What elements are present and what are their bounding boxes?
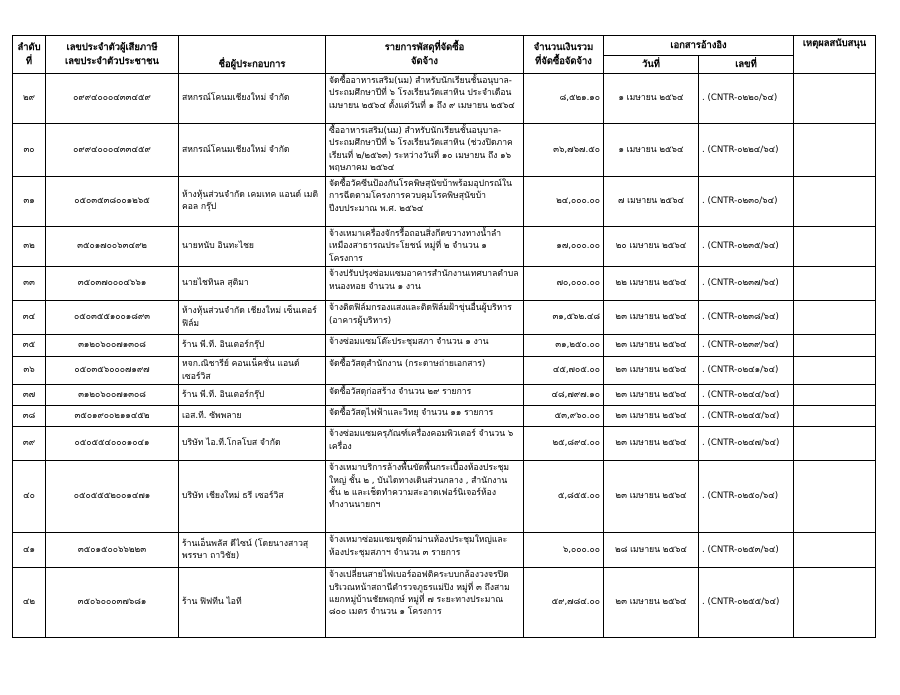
row-vendor: ร้าน พี.ที. อินเตอร์กรุ๊ป	[179, 335, 326, 357]
row-description: จ้างปรับปรุงซ่อมแซมอาคารสำนักงานเทศบาลตำบลหนองหอย จำนวน ๑ งาน	[326, 267, 524, 301]
row-doc-no: . (CNTR-๐๒๓๘/๖๔)	[699, 301, 794, 335]
row-amount: ๓๖,๗๖๗.๕๐	[524, 124, 604, 177]
table-row	[13, 461, 876, 533]
row-taxid: ๓๕๐๑๕๐๐๖๖๒๒๓	[46, 533, 179, 568]
row-description: จ้างซ่อมแซมครุภัณฑ์เครื่องคอมพิวเตอร์ จำนวน ๖ เครื่อง	[326, 427, 524, 461]
header-date: วันที่	[604, 56, 699, 74]
row-date: ๒๘ เมษายน ๒๕๖๔	[604, 533, 699, 568]
row-no: ๔๒	[13, 568, 46, 638]
table-row	[13, 427, 876, 461]
row-taxid: ๓๑๒๐๖๐๐๗๑๓๐๘	[46, 385, 179, 406]
row-amount: ๒๔,๐๐๐.๐๐	[524, 176, 604, 226]
header-doc-no: เลขที่	[699, 56, 794, 74]
table-row	[13, 357, 876, 385]
row-vendor: สหกรณ์โคนมเชียงใหม่ จำกัด	[179, 74, 326, 124]
row-doc-no: . (CNTR-๐๒๔๑/๖๔)	[699, 357, 794, 385]
row-date: ๒๓ เมษายน ๒๕๖๔	[604, 461, 699, 533]
row-description: จ้างเหมาบริการล้างพื้นขัดพื้นกระเบื้องห้องประชุมใหญ่ ชั้น ๒ , บันไดทางเดินส่วนกลาง , สำนักงาน ชั้น ๒ และเช็ดทำความสะอาดเฟอร์นิเจอร์ห้องทำงานนายกฯ	[326, 461, 524, 533]
row-description: ซื้ออาหารเสริม(นม) สำหรับนักเรียนชั้นอนุบาล-ประถมศึกษาปีที่ ๖ โรงเรียนวัดเสาหิน (ช่วงปิดภาคเรียนที่ ๒/๒๕๖๓) ระหว่างวันที่ ๑๐ เมษายน ถึง ๑๖ พฤษภาคม ๒๕๖๔	[326, 124, 524, 177]
row-no: ๒๙	[13, 74, 46, 124]
row-reason	[794, 267, 876, 301]
row-vendor: ร้าน ฟิฟทีน ไอที	[179, 568, 326, 638]
row-doc-no: . (CNTR-๐๒๔๕/๖๔)	[699, 406, 794, 427]
row-vendor: บริษัท ไอ.ที.โกลโบส จำกัด	[179, 427, 326, 461]
row-reason	[794, 533, 876, 568]
header-taxid: เลขประจำตัวผู้เสียภาษี เลขประจำตัวประชาชน	[46, 36, 179, 74]
row-vendor: ร้าน พี.ที. อินเตอร์กรุ๊ป	[179, 385, 326, 406]
table-row	[13, 124, 876, 177]
row-date: ๒๐ เมษายน ๒๕๖๔	[604, 226, 699, 266]
row-description: จัดซื้อวัสดุสำนักงาน (กระดาษถ่ายเอกสาร)	[326, 357, 524, 385]
row-description: จัดซื้ออาหารเสริม(นม) สำหรับนักเรียนชั้นอนุบาล-ประถมศึกษาปีที่ ๖ โรงเรียนวัดเสาหิน ประจำเดือนเมษายน ๒๕๖๔ ตั้งแต่วันที่ ๑ ถึง ๙ เมษายน ๒๕๖๔	[326, 74, 524, 124]
row-no: ๓๖	[13, 357, 46, 385]
row-doc-no: . (CNTR-๐๒๔๔/๖๔)	[699, 385, 794, 406]
row-taxid: ๐๕๐๕๕๔๐๐๐๑๐๔๑	[46, 427, 179, 461]
header-amount: จำนวนเงินรวม ที่จัดซื้อจัดจ้าง	[524, 36, 604, 74]
row-no: ๓๑	[13, 176, 46, 226]
row-no: ๓๕	[13, 335, 46, 357]
row-doc-no: . (CNTR-๐๒๒๔/๖๔)	[699, 124, 794, 177]
row-reason	[794, 74, 876, 124]
row-amount: ๖,๐๐๐.๐๐	[524, 533, 604, 568]
row-taxid: ๓๕๐๖๐๐๐๓๗๖๘๑	[46, 568, 179, 638]
table-row	[13, 267, 876, 301]
row-amount: ๕๙,๗๘๔.๐๐	[524, 568, 604, 638]
row-vendor: ห้างหุ้นส่วนจำกัด เชียงใหม่ เซ็นเตอร์ ฟิล์ม	[179, 301, 326, 335]
row-date: ๒๓ เมษายน ๒๕๖๔	[604, 385, 699, 406]
row-taxid: ๐๕๐๓๕๓๘๐๐๑๒๖๕	[46, 176, 179, 226]
row-taxid: ๐๙๙๔๐๐๐๔๓๓๔๕๙	[46, 124, 179, 177]
row-reason	[794, 427, 876, 461]
row-doc-no: . (CNTR-๐๒๕๓/๖๔)	[699, 533, 794, 568]
row-amount: ๘,๕๒๑.๑๐	[524, 74, 604, 124]
row-amount: ๔๘,๗๙๗.๑๐	[524, 385, 604, 406]
row-vendor: นายหนับ อินทะไชย	[179, 226, 326, 266]
table-row	[13, 226, 876, 266]
table-row	[13, 568, 876, 638]
row-date: ๑ เมษายน ๒๕๖๔	[604, 124, 699, 177]
row-description: จ้างเหมาซ่อมแซมชุดผ้าม่านห้องประชุมใหญ่และห้องประชุมสภาฯ จำนวน ๓ รายการ	[326, 533, 524, 568]
header-vendor: ชื่อผู้ประกอบการ	[179, 36, 326, 74]
row-date: ๒๓ เมษายน ๒๕๖๔	[604, 427, 699, 461]
row-date: ๒๓ เมษายน ๒๕๖๔	[604, 357, 699, 385]
row-taxid: ๐๕๐๕๕๕๒๐๐๑๔๗๑	[46, 461, 179, 533]
row-doc-no: . (CNTR-๐๒๓๐/๖๔)	[699, 176, 794, 226]
row-no: ๔๑	[13, 533, 46, 568]
row-taxid: ๐๕๐๓๕๕๑๐๐๑๘๙๓	[46, 301, 179, 335]
table-row	[13, 74, 876, 124]
row-date: ๒๓ เมษายน ๒๕๖๔	[604, 335, 699, 357]
row-amount: ๕๓,๙๖๐.๐๐	[524, 406, 604, 427]
row-reason	[794, 461, 876, 533]
table-body	[13, 74, 876, 638]
table-row	[13, 176, 876, 226]
row-no: ๓๙	[13, 427, 46, 461]
header-reason: เหตุผลสนับสนุน	[794, 36, 876, 74]
row-taxid: ๓๑๒๐๖๐๐๗๑๓๐๘	[46, 335, 179, 357]
row-reason	[794, 335, 876, 357]
row-date: ๒๒ เมษายน ๒๕๖๔	[604, 267, 699, 301]
row-no: ๓๓	[13, 267, 46, 301]
row-no: ๔๐	[13, 461, 46, 533]
row-reason	[794, 176, 876, 226]
row-no: ๓๐	[13, 124, 46, 177]
row-date: ๒๓ เมษายน ๒๕๖๔	[604, 406, 699, 427]
row-description: จัดซื้อวัสดุไฟฟ้าและวิทยุ จำนวน ๑๑ รายการ	[326, 406, 524, 427]
row-reason	[794, 357, 876, 385]
row-reason	[794, 385, 876, 406]
row-amount: ๕,๘๕๕.๐๐	[524, 461, 604, 533]
row-taxid: ๓๕๐๑๙๐๐๒๑๑๔๕๒	[46, 406, 179, 427]
row-amount: ๗๐,๐๐๐.๐๐	[524, 267, 604, 301]
row-amount: ๒๕,๘๙๔.๐๐	[524, 427, 604, 461]
row-vendor: ร้านเอ็นพลัส ดีไซน์ (โดยนางสาวสุพรรษา ถาวิชัย)	[179, 533, 326, 568]
table-row	[13, 385, 876, 406]
row-no: ๓๘	[13, 406, 46, 427]
row-doc-no: . (CNTR-๐๒๓๕/๖๔)	[699, 226, 794, 266]
row-amount: ๓๑,๒๕๐.๐๐	[524, 335, 604, 357]
row-reason	[794, 226, 876, 266]
row-doc-no: . (CNTR-๐๒๔๗/๖๔)	[699, 427, 794, 461]
row-vendor: บริษัท เชียงใหม่ ธรี เซอร์วิส	[179, 461, 326, 533]
header-no: ลำดับ ที่	[13, 36, 46, 74]
table-row	[13, 301, 876, 335]
row-description: จ้างเหมาเครื่องจักรรื้อถอนสิ่งกีดขวางทางน้ำลำเหมืองสาธารณประโยชน์ หมู่ที่ ๒ จำนวน ๑ โครงการ	[326, 226, 524, 266]
row-no: ๓๗	[13, 385, 46, 406]
row-vendor: ห้างหุ้นส่วนจำกัด เคมเทค แอนด์ เมดิคอล กรุ๊ป	[179, 176, 326, 226]
header-items: รายการพัสดุที่จัดซื้อ จัดจ้าง	[326, 36, 524, 74]
table-row	[13, 406, 876, 427]
row-reason	[794, 406, 876, 427]
procurement-table	[12, 35, 876, 638]
row-date: ๒๓ เมษายน ๒๕๖๔	[604, 568, 699, 638]
row-description: จัดซื้อวัสดุก่อสร้าง จำนวน ๒๙ รายการ	[326, 385, 524, 406]
row-doc-no: . (CNTR-๐๒๒๐/๖๔)	[699, 74, 794, 124]
row-reason	[794, 124, 876, 177]
row-amount: ๔๕,๗๐๕.๐๐	[524, 357, 604, 385]
row-doc-no: . (CNTR-๐๒๓๗/๖๔)	[699, 267, 794, 301]
row-taxid: ๓๕๐๑๗๐๐๖๓๔๙๒	[46, 226, 179, 266]
row-vendor: นายไชทินล สุติมา	[179, 267, 326, 301]
row-amount: ๓๑,๕๖๒.๔๘	[524, 301, 604, 335]
row-doc-no: . (CNTR-๐๒๓๙/๖๔)	[699, 335, 794, 357]
row-reason	[794, 301, 876, 335]
row-doc-no: . (CNTR-๐๒๕๐/๖๔)	[699, 461, 794, 533]
row-taxid: ๓๕๐๓๗๐๐๐๔๖๖๑	[46, 267, 179, 301]
row-description: จ้างติดฟิล์มกรองแสงและติดฟิล์มฝ้าขุ่นอื่นผู้บริหาร (อาคารผู้บริหาร)	[326, 301, 524, 335]
table-header	[13, 36, 876, 74]
row-vendor: สหกรณ์โคนมเชียงใหม่ จำกัด	[179, 124, 326, 177]
row-description: จ้างเปลี่ยนสายไฟเบอร์ออฟติคระบบกล้องวงจรปิด บริเวณหน้าสถานีตำรวจภูธรแม่ปิง หมู่ที่ ๓ ถึงสามแยกหมู่บ้านชัยพฤกษ์ หมู่ที่ ๗ ระยะทางประมาณ ๘๐๐ เมตร จำนวน ๑ โครงการ	[326, 568, 524, 638]
row-amount: ๑๗,๐๐๐.๐๐	[524, 226, 604, 266]
row-date: ๒๓ เมษายน ๒๕๖๔	[604, 301, 699, 335]
row-date: ๑ เมษายน ๒๕๖๔	[604, 74, 699, 124]
row-reason	[794, 568, 876, 638]
row-vendor: หจก.ณิชารีย์ คอนเน็คชั่น แอนด์ เซอร์วิส	[179, 357, 326, 385]
row-no: ๓๒	[13, 226, 46, 266]
table-row	[13, 335, 876, 357]
header-ref-docs: เอกสารอ้างอิง	[604, 36, 794, 56]
row-no: ๓๔	[13, 301, 46, 335]
row-date: ๗ เมษายน ๒๕๖๔	[604, 176, 699, 226]
row-taxid: ๐๙๙๔๐๐๐๔๓๓๔๕๙	[46, 74, 179, 124]
row-description: จัดซื้อวัคซีนป้องกันโรคพิษสุนัขบ้าพร้อมอุปกรณ์ในการฉีดตามโครงการควบคุมโรคพิษสุนัขบ้า ปีงบประมาณ พ.ศ. ๒๕๖๔	[326, 176, 524, 226]
row-description: จ้างซ่อมแซมโต๊ะประชุมสภา จำนวน ๑ งาน	[326, 335, 524, 357]
table-row	[13, 533, 876, 568]
row-doc-no: . (CNTR-๐๒๕๕/๖๔)	[699, 568, 794, 638]
row-vendor: เอส.ที. ซัพพลาย	[179, 406, 326, 427]
row-taxid: ๐๕๐๓๕๖๐๐๐๗๑๙๗	[46, 357, 179, 385]
